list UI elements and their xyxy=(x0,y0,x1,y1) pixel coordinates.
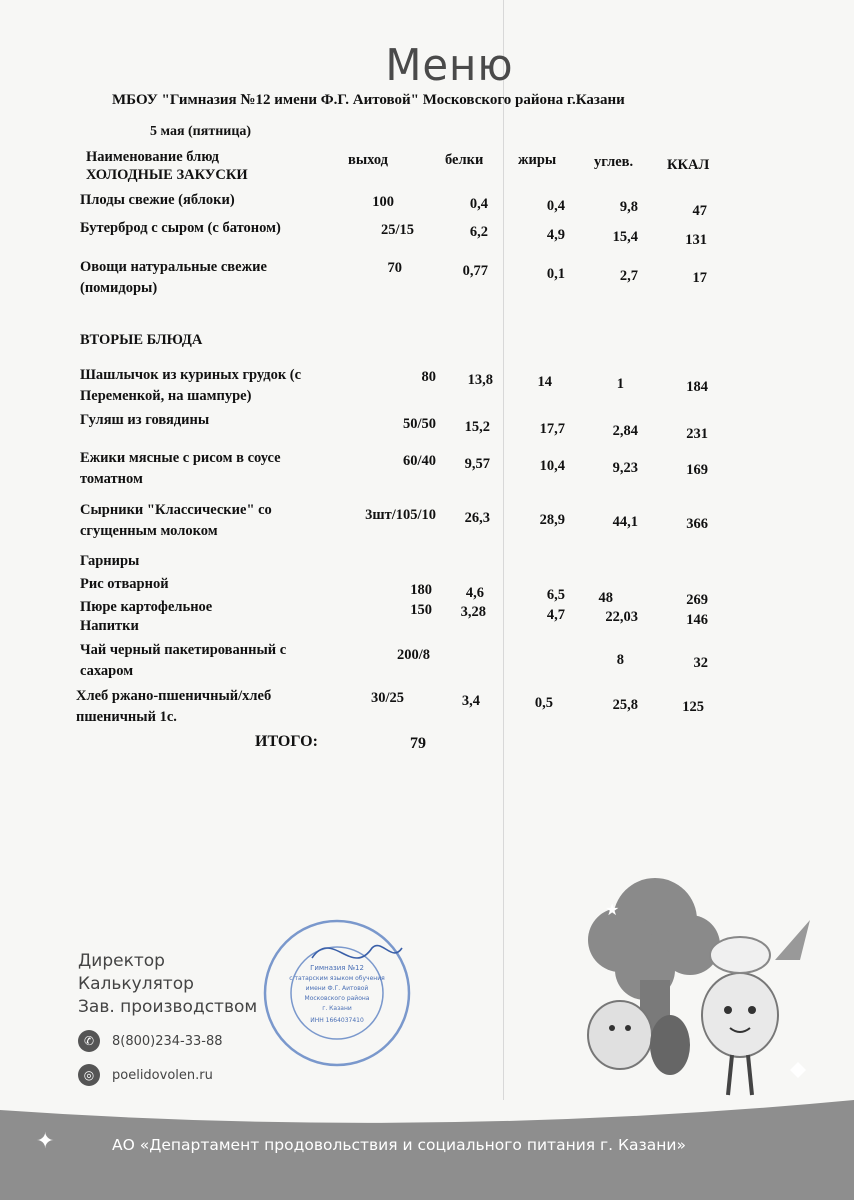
dish-fats: 4,7 xyxy=(546,607,565,623)
dish-kcal: 366 xyxy=(686,516,708,532)
dish-kcal: 32 xyxy=(693,655,708,671)
dish-proteins: 6,2 xyxy=(469,224,488,240)
dish-carbs: 2,7 xyxy=(619,268,638,284)
header-output: выход xyxy=(348,152,389,168)
dish-output: 60/40 xyxy=(402,453,436,469)
dish-name: Бутерброд с сыром (с батоном) xyxy=(80,220,281,236)
organization-stamp xyxy=(262,918,412,1068)
dish-proteins: 0,77 xyxy=(462,263,488,279)
globe-icon: ◎ xyxy=(78,1064,100,1086)
dish-name: Овощи натуральные свежие (помидоры) xyxy=(80,259,267,296)
dish-name: Плоды свежие (яблоки) xyxy=(80,192,235,208)
dish-name: Гуляш из говядины xyxy=(80,412,210,428)
dish-proteins: 4,6 xyxy=(465,585,484,601)
total-label: ИТОГО: xyxy=(255,733,318,750)
stamp-line: ИНН 1664037410 xyxy=(310,1017,364,1024)
dish-name: Хлеб ржано-пшеничный/хлеб пшеничный 1с. xyxy=(76,688,272,725)
dish-fats: 0,4 xyxy=(546,198,565,214)
school-title: МБОУ "Гимназия №12 имени Ф.Г. Аитовой" Московского района г.Казани xyxy=(112,92,625,108)
phone-number[interactable]: 8(800)234-33-88 xyxy=(112,1033,223,1049)
dish-carbs: 2,84 xyxy=(612,423,638,439)
dish-output: 150 xyxy=(410,602,432,618)
dish-output: 100 xyxy=(372,194,394,210)
header-carbs: углев. xyxy=(594,154,634,170)
dish-output: 25/15 xyxy=(380,222,414,238)
dish-carbs: 15,4 xyxy=(612,229,638,245)
sparkle-icon: ✦ xyxy=(36,1128,55,1153)
dish-kcal: 47 xyxy=(692,203,707,219)
total-value: 79 xyxy=(410,735,426,752)
dish-carbs: 8 xyxy=(616,652,624,668)
dish-carbs: 9,8 xyxy=(619,199,638,215)
dish-fats: 4,9 xyxy=(546,227,565,243)
header-kcal: ККАЛ xyxy=(667,157,710,173)
dish-kcal: 169 xyxy=(686,462,708,478)
dish-name: Сырники "Классические" со сгущенным молоком xyxy=(80,502,272,539)
section-drinks: Напитки xyxy=(80,618,139,634)
production-label: Зав. производством xyxy=(78,997,258,1017)
dish-proteins: 9,57 xyxy=(464,456,490,472)
dish-fats: 0,5 xyxy=(534,695,553,711)
section-cold-snacks: ХОЛОДНЫЕ ЗАКУСКИ xyxy=(86,167,248,183)
director-label: Директор xyxy=(78,951,165,971)
dish-name: Шашлычок из куриных грудок (с Переменкой, на шампуре) xyxy=(80,367,302,404)
svg-text:★: ★ xyxy=(605,900,620,919)
mascot-illustration xyxy=(560,860,854,1110)
dish-name: Пюре картофельное xyxy=(80,599,213,615)
dish-kcal: 269 xyxy=(686,592,708,608)
dish-kcal: 17 xyxy=(692,270,707,286)
dish-proteins: 0,4 xyxy=(469,196,488,212)
menu-date: 5 мая (пятница) xyxy=(150,124,252,139)
dish-carbs: 44,1 xyxy=(612,514,638,530)
dish-kcal: 184 xyxy=(686,379,708,395)
dish-output: 200/8 xyxy=(396,647,430,663)
footer-wave xyxy=(0,1100,854,1130)
dish-proteins: 13,8 xyxy=(467,372,493,388)
dish-kcal: 131 xyxy=(685,232,707,248)
dish-kcal: 146 xyxy=(686,612,708,628)
phone-icon: ✆ xyxy=(78,1030,100,1052)
dish-fats: 14 xyxy=(537,374,552,390)
website-contact[interactable] xyxy=(78,1064,213,1086)
dish-fats: 10,4 xyxy=(539,458,565,474)
dish-proteins: 15,2 xyxy=(464,419,490,435)
dish-fats: 17,7 xyxy=(539,421,565,437)
stamp-line: имени Ф.Г. Аитовой xyxy=(305,985,369,992)
calculator-label: Калькулятор xyxy=(78,974,194,994)
company-name: АО «Департамент продовольствия и социального питания г. Казани» xyxy=(112,1136,686,1154)
dish-proteins: 26,3 xyxy=(464,510,490,526)
signatories xyxy=(78,950,257,1019)
dish-output: 50/50 xyxy=(402,416,436,432)
website-link[interactable]: poelidovolen.ru xyxy=(112,1067,213,1083)
stamp-line: с татарским языком обучения xyxy=(289,975,385,982)
dish-fats: 0,1 xyxy=(546,266,565,282)
dish-carbs: 9,23 xyxy=(612,460,638,476)
dish-name: Ежики мясные с рисом в соусе томатном xyxy=(80,450,281,487)
handwritten-title: Меню xyxy=(385,40,514,91)
dish-kcal: 125 xyxy=(682,699,704,715)
header-fats: жиры xyxy=(518,152,557,168)
section-second-courses: ВТОРЫЕ БЛЮДА xyxy=(80,332,203,348)
dish-kcal: 231 xyxy=(686,426,708,442)
page-fold-line xyxy=(503,0,504,1200)
dish-carbs: 25,8 xyxy=(612,697,638,713)
dish-output: 180 xyxy=(410,582,432,598)
phone-contact[interactable] xyxy=(78,1030,223,1052)
dish-carbs: 48 xyxy=(598,590,613,606)
stamp-line: Московского района xyxy=(304,995,370,1002)
header-dish-name: Наименование блюд xyxy=(86,149,219,165)
dish-proteins: 3,28 xyxy=(460,604,486,620)
dish-proteins: 3,4 xyxy=(461,693,480,709)
dish-fats: 28,9 xyxy=(539,512,565,528)
section-garnish: Гарниры xyxy=(80,553,140,569)
dish-output: 80 xyxy=(421,369,436,385)
stamp-line: г. Казани xyxy=(322,1005,352,1012)
dish-output: 30/25 xyxy=(370,690,404,706)
dish-output: 3шт/105/10 xyxy=(365,507,436,523)
dish-output: 70 xyxy=(387,260,402,276)
dish-carbs: 22,03 xyxy=(605,609,638,625)
dish-carbs: 1 xyxy=(616,376,624,392)
header-proteins: белки xyxy=(445,152,484,168)
dish-name: Рис отварной xyxy=(80,576,169,592)
dish-fats: 6,5 xyxy=(546,587,565,603)
stamp-line: Гимназия №12 xyxy=(310,964,364,972)
dish-name: Чай черный пакетированный с сахаром xyxy=(80,642,287,679)
